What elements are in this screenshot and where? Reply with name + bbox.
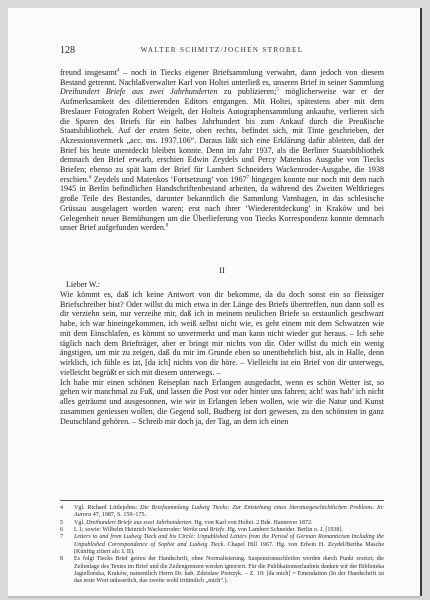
text-run: L 1; sowie: Wilhelm Heinrich Wackenroder: [74, 527, 183, 534]
document-page [8, 8, 420, 596]
letter-paragraph: Wie kömmt es, daß ich keine Antwort von dir bekomme, da du doch sonst ein so fleissiger Briefschreiber bist? Oder willst du mich etwa in der Länge des Briefs übertreffen, nun dann soll es dir verziehn sein, nur verzeihe mir, daß ich in meinem neulichen Briefe so erstaunlich geschwazt habe, ich war hineingekommen, ich weiß selbst nicht wie, es geht einem mit dem Schwatzen wie mit dem Einschlafen, es kömmt so unvermerkt und man kann nicht wieder gut heraus. – Ich sehe täglich nach dem Briefträger, aber er bringt mir nichts von dir. Oder willst du mich ein wenig ängstigen, um mir zu zeigen, daß du mir im Grunde eben so unentbehrlich bist, als in Halle, denn wirklich, ich fühle es izt, [da ich] nichts von dir höre. – Vielleicht ist ein Brief von dir unterwegs, vielleicht begrüßt er sich mit diesem unterwegs. – [60, 289, 384, 377]
footnote-number: 7 [60, 534, 64, 541]
footnote-ref[interactable]: 8 [165, 223, 169, 229]
text-run: zu publizieren; [217, 87, 277, 97]
text-run: Zeydels und Matenkos ‘Fortsetzung’ von 1967 [91, 174, 247, 184]
body-text [60, 68, 384, 233]
text-run: hingegen konnte nur noch mit dem nach 1945 in Berlin befindlichen Handschriftenbestand arbeiten, da während des Zweiten Weltkrieges große Teile des Bestandes, darunter bekanntlich die Sammlung Varnhagen, in das schlesische Grüssau ausgelagert worden waren; erst nach ihrer ‘Wiederentdeckung’ in Kraków und bei Gelegenheit neuer Bemühungen um die Überlieferung von Tiecks Korrespondenz konnte demnach unser Brief aufgefunden werden. [60, 174, 384, 233]
text-run: Vgl. Richard Littlejohns: [74, 505, 141, 511]
italic-title: Werke und Briefe [182, 527, 225, 534]
footnote [60, 534, 384, 556]
text-run: freund insgesamt [60, 68, 117, 77]
footnote-ref[interactable]: 5 [276, 87, 279, 93]
footnote-ref[interactable]: 6 [88, 175, 92, 181]
text-run: 47, 1987, S. 159–175. [91, 512, 147, 519]
text-run: . Hg. von Lambert Schneider. Berlin o. J. [1938]. [224, 527, 343, 534]
letter-paragraph: Ich habe mir einen schönen Reiseplan nach Erlangen ausgedacht, wenn es schön Wetter ist, so gehen wir manchmal zu Fuß, und lassen die Post vor oder hinter uns fahren; ach! was hab’ ich nicht alles geträumt und ausgesonnen, wie wir in Erlangen leben wollen, wie wir die Natur und Kunst zusammen geniessen wollen, die Gegend soll, Budberg ist dort gewesen, zu den schönsten in ganz Deutschland gehören. – Schreib mir doch ja, der Tag, an dem ich einen [60, 377, 384, 426]
footnote [60, 556, 384, 585]
running-head: WALTER SCHMITZ/JOCHEN STROBEL [140, 46, 304, 54]
footnote-number: 8 [60, 556, 64, 563]
footnote [60, 520, 384, 527]
footnote-number: 4 [60, 505, 64, 511]
letter-salutation: Lieber W.: [66, 280, 100, 289]
italic-title: Dreihundert Briefe aus zwei Jahrhunderten [86, 519, 192, 526]
text-run: Vgl. [74, 519, 87, 526]
letter-text [60, 280, 384, 426]
italic-title: Letters to and from Ludwig Tieck and his Circle: Unpublished Letters from the Period of German Romanticism Including the Unpublished Correspondence of Sophie and Ludwig Tieck [74, 534, 384, 548]
text-run: – noch in Tiecks eigener Briefsammlung verwahrt, dann jedoch von diesem Bestand getrennt. Nachlaßverwalter Karl von Holtei unterließ es, unseren Brief in seiner Sammlung [60, 68, 385, 87]
footnote [60, 505, 384, 520]
body-paragraph [60, 68, 384, 233]
section-numeral: II [219, 265, 225, 275]
footnote-ref[interactable]: 7 [246, 175, 249, 181]
page-number: 128 [60, 45, 75, 56]
footnotes [60, 505, 384, 586]
footnote-number: 5 [60, 519, 64, 526]
footnote-ref[interactable]: 4 [116, 68, 120, 74]
text-run: . Hg. von Karl von Holtei. 2 Bde. Hannover 1872. [191, 519, 313, 526]
page-header [60, 45, 384, 59]
italic-title: Dreihundert Briefe aus zwei Jahrhunderten [60, 87, 218, 97]
footnote-rule [60, 500, 384, 501]
text-run: Es folgt Tiecks Brief getreu der Handschrift, ohne Normalisierung. Suspensionsschleifen werden durch Punkt ersetzt; die Zeilenlage des Textes im Brief und die Zeilengrenzen werden ignoriert. Für die Publikationserlaubnis danken wir der Biblioteka Jagiellońska, Kraków, namentlich Herrn Dr. hab. Zdzisław Pietrzyk. – Z. 10: [da mich] = Emendation (In der Handschrift ist das erste Wort unleserlich, das zweite wohl irrtümlich „mich“.). [74, 556, 384, 585]
text-run: . Chapel Hill 1967. Hg. von Edwin H. Zeydel/Bertha Masche (Künftig zitiert als: L II). [74, 541, 384, 556]
footnote-number: 6 [60, 527, 64, 534]
italic-title: Die Briefsammlung Ludwig Tiecks: Zur Entstehung eines literaturgeschichtlichen Problems. In: Aurora [74, 505, 384, 519]
text-run: möglicherweise war er der Aufmerksamkeit des dilettierenden Editors entgangen. Mit Holtei, spätestens aber mit dem Breslauer Fotografen Robert Weigelt, der Holteis Autographensammlung ankaufte, verlieren sich die Spuren des Briefs für ein halbes Jahrhundert bis zum Ankauf durch die Preußische Staatsbibliothek. Auf der ersten Seite, oben rechts, befindet sich, mit Tinte geschrieben, der Akzessionsvermerk „acc. ms. 1937.106“. Daraus läßt sich eine Erklärung dafür ableiten, daß der Brief bis heute unentdeckt bleiben konnte. Denn im Jahr 1937, als die Berliner Staatsbibliothek demnach den Brief erwarb, erschien Edwin Zeydels und Percy Matenkos Ausgabe von Tiecks Briefen; ebenso zu spät kam der Brief für Lambert Schneiders Wackenroder-Ausgabe, die 1938 erschien. [60, 87, 384, 184]
